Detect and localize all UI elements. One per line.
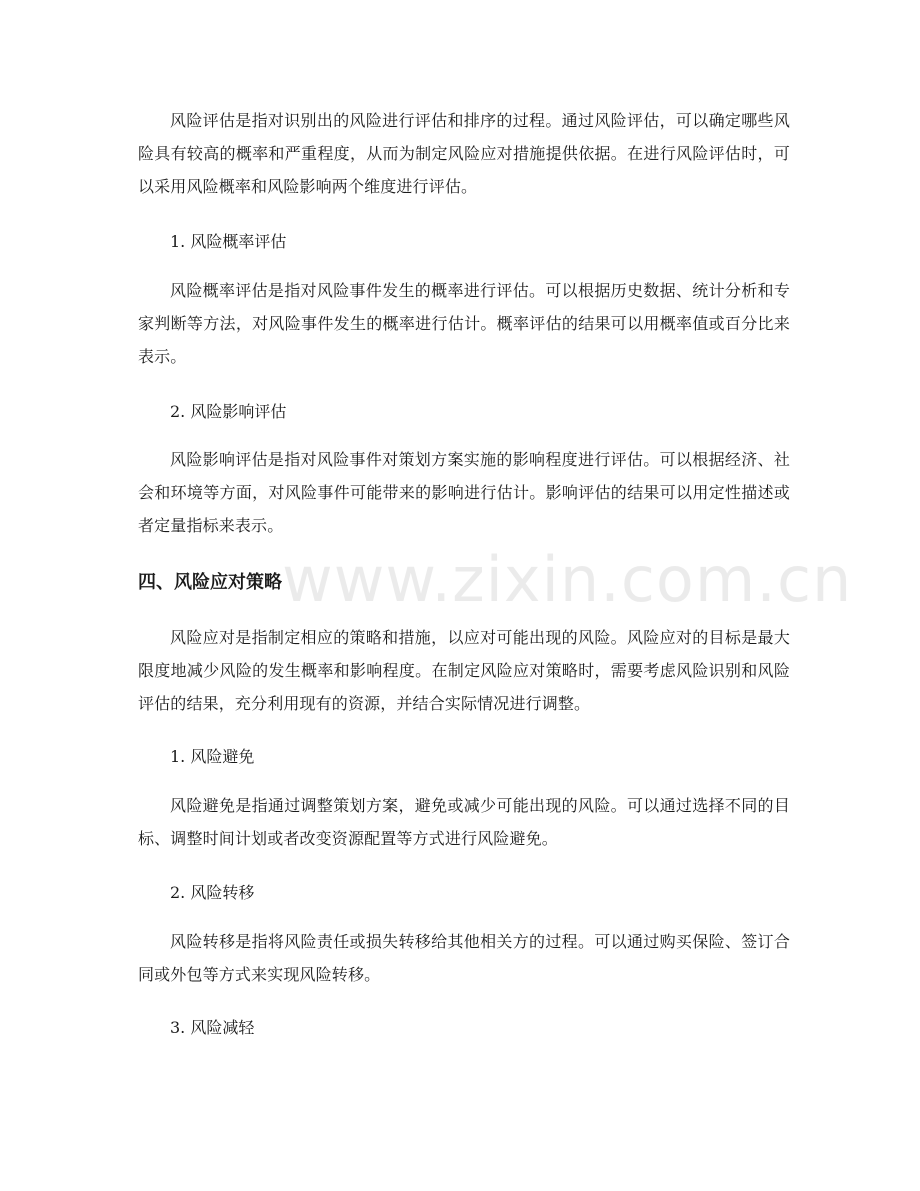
watermark: www.zixin.com.cn — [282, 543, 853, 616]
paragraph-risk-probability: 风险概率评估是指对风险事件发生的概率进行评估。可以根据历史数据、统计分析和专家判断等方法，对风险事件发生的概率进行估计。概率评估的结果可以用概率值或百分比来表示。 — [138, 281, 790, 366]
paragraph-risk-response: 风险应对是指制定相应的策略和措施，以应对可能出现的风险。风险应对的目标是最大限度地减少风险的发生概率和影响程度。在制定风险应对策略时，需要考虑风险识别和风险评估的结果，充分利用现有的资源，并结合实际情况进行调整。 — [138, 628, 790, 713]
list-item-risk-impact-assessment: 2. 风险影响评估 — [170, 402, 287, 421]
list-item-risk-mitigation: 3. 风险减轻 — [170, 1018, 255, 1037]
section-heading-risk-response: 四、风险应对策略 — [138, 572, 282, 593]
list-item-risk-transfer: 2. 风险转移 — [170, 883, 255, 902]
list-item-risk-probability-assessment: 1. 风险概率评估 — [170, 232, 287, 251]
list-item-risk-avoidance: 1. 风险避免 — [170, 747, 255, 766]
paragraph-risk-avoidance: 风险避免是指通过调整策划方案，避免或减少可能出现的风险。可以通过选择不同的目标、调整时间计划或者改变资源配置等方式进行风险避免。 — [138, 796, 790, 848]
paragraph-risk-impact: 风险影响评估是指对风险事件对策划方案实施的影响程度进行评估。可以根据经济、社会和环境等方面，对风险事件可能带来的影响进行估计。影响评估的结果可以用定性描述或者定量指标来表示。 — [138, 450, 790, 535]
paragraph-risk-transfer: 风险转移是指将风险责任或损失转移给其他相关方的过程。可以通过购买保险、签订合同或外包等方式来实现风险转移。 — [138, 932, 790, 984]
paragraph-risk-assessment: 风险评估是指对识别出的风险进行评估和排序的过程。通过风险评估，可以确定哪些风险具有较高的概率和严重程度，从而为制定风险应对措施提供依据。在进行风险评估时，可以采用风险概率和风险影响两个维度进行评估。 — [138, 111, 790, 196]
